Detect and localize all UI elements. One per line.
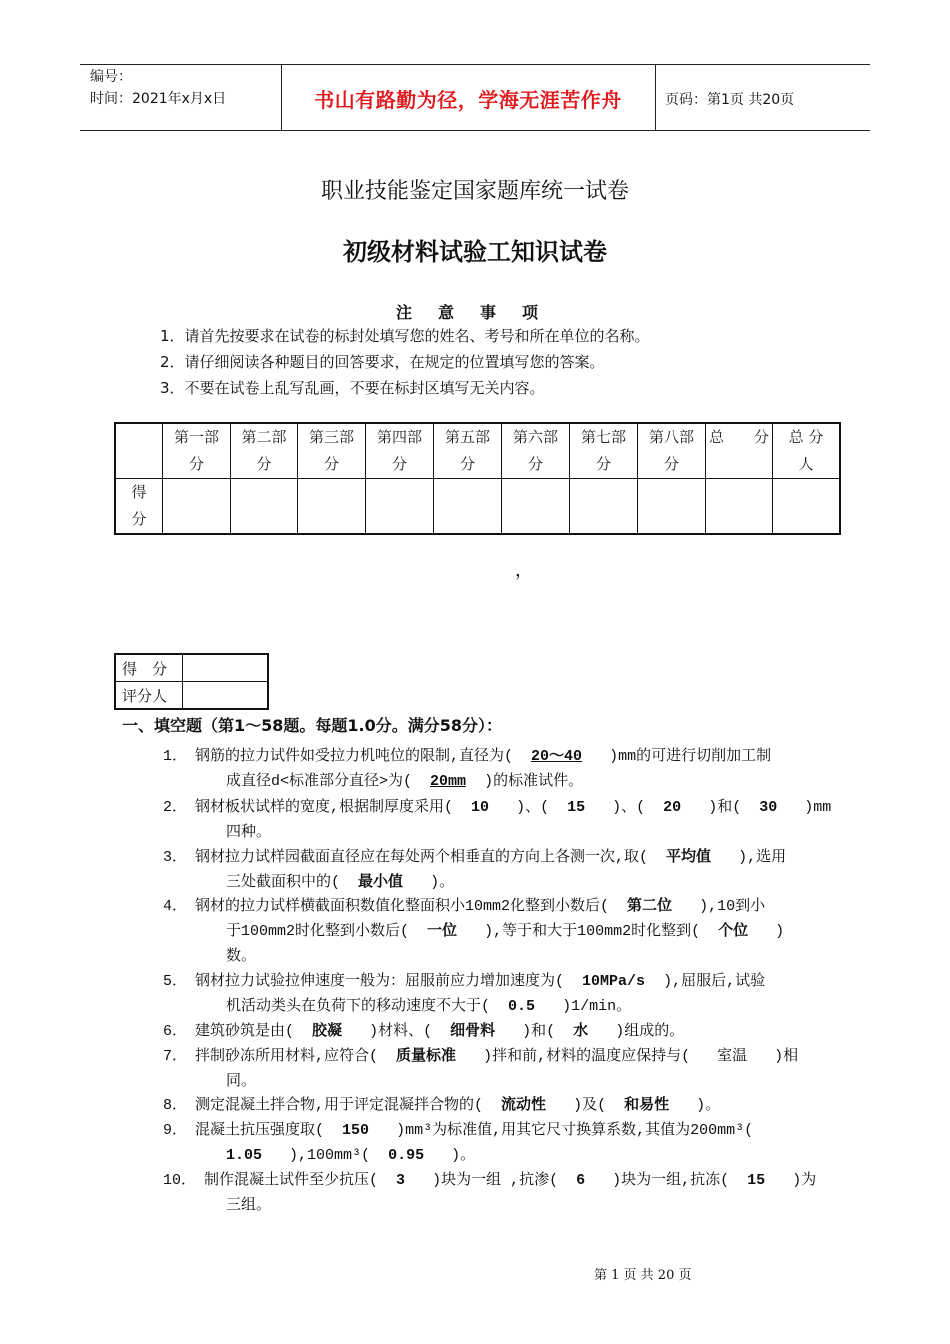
header-cell-part6: 第六部 分: [502, 423, 570, 479]
question-number: 9．: [163, 1122, 188, 1139]
answer: 和易性: [624, 1097, 670, 1114]
question-10-line-2: 三组。: [226, 1197, 272, 1214]
question-2-line-2: 四种。: [226, 824, 272, 841]
section1-title: 一、填空题（第1～58题。每题1.0分。满分58分）：: [122, 716, 503, 735]
notice-rule-1: 1．请首先按要求在试卷的标封处填写您的姓名、考号和所在单位的名称。: [160, 327, 650, 345]
question-number: 7．: [163, 1048, 188, 1065]
score-cell[interactable]: [502, 479, 570, 535]
question-number: 6．: [163, 1023, 188, 1040]
exam-title: 初级材料试验工知识试卷: [343, 238, 607, 266]
question-number: 10．: [163, 1172, 197, 1189]
header-motto: 书山有路勤为径，学海无涯苦作舟: [314, 88, 622, 112]
question-9-line-1: 混凝土抗压强度取( 150 )mm³为标准值,用其它尺寸换算系数,其值为200mm³(: [195, 1122, 754, 1139]
score-cell[interactable]: [773, 479, 841, 535]
answer: 细骨料: [450, 1023, 496, 1040]
stray-mark: ，: [515, 560, 533, 581]
answer: 室温: [717, 1048, 748, 1065]
header-cell-total-score: 总 分: [706, 423, 773, 479]
notice-rule-2: 2．请仔细阅读各种题目的回答要求，在规定的位置填写您的答案。: [160, 353, 605, 371]
answer: 150: [342, 1122, 370, 1139]
question-7-line-2: 同。: [226, 1073, 257, 1090]
answer: 20～40: [531, 748, 583, 765]
score-cell[interactable]: [163, 479, 231, 535]
exam-subtitle: 职业技能鉴定国家题库统一试卷: [320, 179, 629, 204]
question-number: 1．: [163, 748, 188, 765]
question-number: 8．: [163, 1097, 188, 1114]
header-cell-part8: 第八部 分: [638, 423, 706, 479]
header-meta: [90, 66, 226, 110]
header-bottom-rule: [80, 130, 870, 131]
grader-score-value[interactable]: [183, 654, 269, 682]
question-10-line-1: 制作混凝土试件至少抗压( 3 )块为一组 ,抗渗( 6 )块为一组,抗冻( 15 )为: [204, 1172, 817, 1189]
question-1-line-1: 钢筋的拉力试件如受拉力机吨位的限制,直径为( 20～40 )mm的可进行切削加工制: [195, 748, 772, 765]
answer: 一位: [427, 923, 458, 940]
score-cell[interactable]: [366, 479, 434, 535]
grader-score-label: 得 分: [115, 654, 183, 682]
question-8-line-1: 测定混凝土拌合物,用于评定混凝拌合物的( 流动性 )及( 和易性 )。: [195, 1097, 721, 1114]
row-label-score: 得 分: [115, 479, 163, 535]
question-4-line-2: 于100mm2时化整到小数后( 一位 ),等于和大于100mm2时化整到( 个位 ): [226, 923, 785, 940]
answer: 水: [573, 1023, 589, 1040]
question-number: 4．: [163, 898, 188, 915]
header-page-info: 页码：第1页 共20页: [665, 92, 795, 108]
answer: 10: [471, 799, 490, 816]
score-cell[interactable]: [231, 479, 298, 535]
score-cell[interactable]: [570, 479, 638, 535]
corner-cell: [115, 423, 163, 479]
question-3-line-2: 三处截面积中的( 最小值 )。: [226, 874, 455, 891]
question-4-line-3: 数。: [226, 948, 257, 965]
answer: 10MPa/s: [582, 973, 646, 990]
answer: 20: [663, 799, 682, 816]
header-cell-total-grader: 总 分 人: [773, 423, 841, 479]
question-2-line-1: 钢材板状试样的宽度,根据制厚度采用( 10 )、( 15 )、( 20 )和( 30 )mm: [195, 799, 832, 816]
question-6-line-1: 建筑砂筑是由( 胶凝 )材料、( 细骨料 )和( 水 )组成的。: [195, 1023, 685, 1040]
question-number: 5．: [163, 973, 188, 990]
score-cell[interactable]: [638, 479, 706, 535]
answer: 15: [747, 1172, 766, 1189]
answer: 20mm: [430, 773, 467, 790]
header-cell-part1: 第一部 分: [163, 423, 231, 479]
answer: 30: [759, 799, 778, 816]
notice-rule-3: 3．不要在试卷上乱写乱画，不要在标封区填写无关内容。: [160, 379, 545, 397]
question-5-line-2: 机活动类头在负荷下的移动速度不大于( 0.5 )1/min。: [226, 998, 632, 1015]
grader-name-label: 评分人: [115, 682, 183, 710]
question-number: 3．: [163, 849, 188, 866]
answer: 胶凝: [312, 1023, 343, 1040]
answer: 最小值: [358, 874, 404, 891]
question-5-line-1: 钢材拉力试验拉伸速度一般为：屈服前应力增加速度为( 10MPa/s ),屈服后,试验: [195, 973, 766, 990]
score-table-score-row: [115, 479, 840, 535]
answer: 6: [576, 1172, 586, 1189]
answer: 个位: [718, 923, 749, 940]
header-cell-part4: 第四部 分: [366, 423, 434, 479]
answer: 1.05: [226, 1147, 263, 1164]
header-cell-part5: 第五部 分: [434, 423, 502, 479]
question-3-line-1: 钢材拉力试样园截面直径应在每处两个相垂直的方向上各测一次,取( 平均值 ),选用: [195, 849, 787, 866]
date-label: 时间：2021年x月x日: [90, 91, 227, 107]
grader-name-value[interactable]: [183, 682, 269, 710]
grader-table: [114, 653, 269, 710]
question-number: 2．: [163, 799, 188, 816]
notice-heading: 注意事项: [395, 303, 564, 322]
score-table: [114, 422, 841, 535]
page-footer: 第 1 页 共 20 页: [594, 1268, 692, 1283]
header-top-rule: [80, 64, 870, 65]
header-cell-part2: 第二部 分: [231, 423, 298, 479]
header-cell-part3: 第三部 分: [298, 423, 366, 479]
serial-number-label: 编号：: [90, 69, 132, 85]
answer: 流动性: [501, 1097, 547, 1114]
answer: 第二位: [627, 898, 673, 915]
answer: 3: [396, 1172, 406, 1189]
answer: 0.95: [388, 1147, 425, 1164]
question-9-line-2: 1.05 ),100mm³( 0.95 )。: [226, 1147, 476, 1164]
header-cell-part7: 第七部 分: [570, 423, 638, 479]
score-cell[interactable]: [298, 479, 366, 535]
answer: 0.5: [508, 998, 536, 1015]
answer: 平均值: [666, 849, 712, 866]
answer: 质量标准: [396, 1048, 457, 1065]
score-cell[interactable]: [706, 479, 773, 535]
score-table-header-row: [115, 423, 840, 479]
question-7-line-1: 拌制砂冻所用材料,应符合( 质量标准 )拌和前,材料的温度应保持与( 室温 )相: [195, 1048, 799, 1065]
score-cell[interactable]: [434, 479, 502, 535]
question-1-line-2: 成直径d<标准部分直径>为( 20mm )的标准试件。: [226, 773, 584, 790]
header-divider-2: [655, 64, 656, 131]
question-4-line-1: 钢材的拉力试样横截面积数值化整面积小10mm2化整到小数后( 第二位 ),10到小: [195, 898, 766, 915]
answer: 15: [567, 799, 586, 816]
